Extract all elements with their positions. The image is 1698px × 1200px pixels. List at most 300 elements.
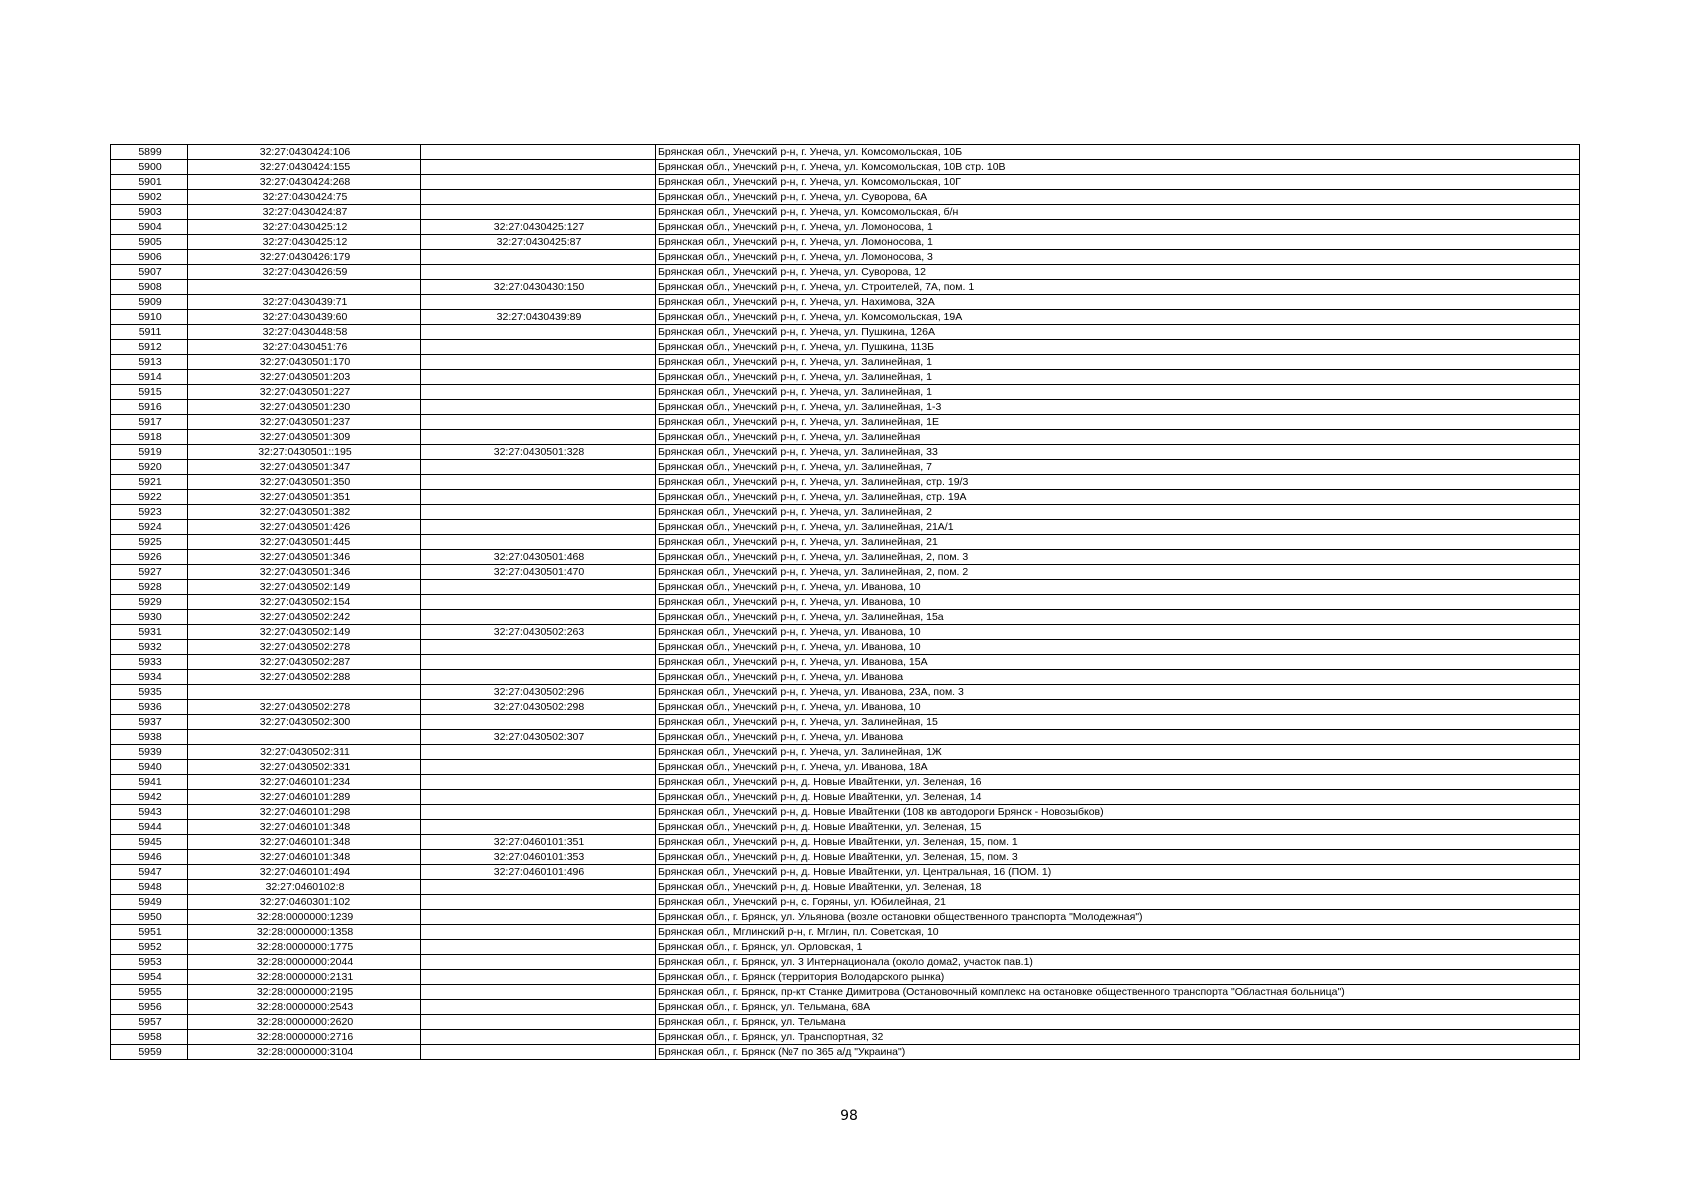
table-row: [111, 145, 1580, 160]
address-cell: Брянская обл., Унечский р-н, с. Горяны, ул. Юбилейная, 21: [656, 895, 1580, 910]
related-cadastral-number-cell: [421, 490, 656, 505]
table-row: [111, 475, 1580, 490]
address-cell: Брянская обл., г. Брянск, ул. Транспортная, 32: [656, 1030, 1580, 1045]
cadastral-number-cell: 32:27:0430424:87: [188, 205, 421, 220]
cadastral-number-cell: 32:27:0430502:242: [188, 610, 421, 625]
table-row: [111, 355, 1580, 370]
cadastral-number-cell: 32:27:0430425:12: [188, 220, 421, 235]
row-number-cell: 5928: [111, 580, 188, 595]
row-number-cell: 5916: [111, 400, 188, 415]
row-number-cell: 5925: [111, 535, 188, 550]
cadastral-number-cell: 32:27:0430501::195: [188, 445, 421, 460]
related-cadastral-number-cell: [421, 1030, 656, 1045]
row-number-cell: 5923: [111, 505, 188, 520]
table-row: [111, 385, 1580, 400]
cadastral-number-cell: [188, 280, 421, 295]
cadastral-number-cell: 32:27:0430502:300: [188, 715, 421, 730]
address-cell: Брянская обл., Унечский р-н, г. Унеча, ул. Залинейная, 21А/1: [656, 520, 1580, 535]
row-number-cell: 5957: [111, 1015, 188, 1030]
address-cell: Брянская обл., Унечский р-н, г. Унеча, ул. Комсомольская, 10В стр. 10В: [656, 160, 1580, 175]
row-number-cell: 5913: [111, 355, 188, 370]
cadastral-number-cell: 32:27:0430501:203: [188, 370, 421, 385]
row-number-cell: 5926: [111, 550, 188, 565]
related-cadastral-number-cell: 32:27:0430502:307: [421, 730, 656, 745]
cadastral-number-cell: 32:28:0000000:2716: [188, 1030, 421, 1045]
cadastral-number-cell: [188, 685, 421, 700]
address-cell: Брянская обл., Унечский р-н, г. Унеча, ул. Залинейная, 2: [656, 505, 1580, 520]
row-number-cell: 5952: [111, 940, 188, 955]
address-cell: Брянская обл., Унечский р-н, д. Новые Ивайтенки, ул. Зеленая, 15, пом. 3: [656, 850, 1580, 865]
table-row: [111, 745, 1580, 760]
table-row: [111, 310, 1580, 325]
address-cell: Брянская обл., г. Брянск, пр-кт Станке Димитрова (Остановочный комплекс на остановке общественного транспорта "Областная больница"): [656, 985, 1580, 1000]
address-cell: Брянская обл., Унечский р-н, г. Унеча, ул. Суворова, 6А: [656, 190, 1580, 205]
table-row: [111, 700, 1580, 715]
cadastral-number-cell: 32:27:0430501:170: [188, 355, 421, 370]
address-cell: Брянская обл., Унечский р-н, г. Унеча, ул. Комсомольская, 10Г: [656, 175, 1580, 190]
related-cadastral-number-cell: [421, 520, 656, 535]
table-row: [111, 370, 1580, 385]
table-row: [111, 655, 1580, 670]
address-cell: Брянская обл., Унечский р-н, д. Новые Ивайтенки, ул. Зеленая, 15, пом. 1: [656, 835, 1580, 850]
row-number-cell: 5905: [111, 235, 188, 250]
table-row: [111, 175, 1580, 190]
related-cadastral-number-cell: [421, 970, 656, 985]
related-cadastral-number-cell: 32:27:0430501:468: [421, 550, 656, 565]
table-row: [111, 565, 1580, 580]
related-cadastral-number-cell: 32:27:0460101:353: [421, 850, 656, 865]
address-cell: Брянская обл., г. Брянск, ул. 3 Интернационала (около дома2, участок пав.1): [656, 955, 1580, 970]
related-cadastral-number-cell: [421, 295, 656, 310]
related-cadastral-number-cell: [421, 595, 656, 610]
related-cadastral-number-cell: 32:27:0430425:87: [421, 235, 656, 250]
cadastral-number-cell: 32:27:0430501:227: [188, 385, 421, 400]
table-row: [111, 205, 1580, 220]
table-row: [111, 505, 1580, 520]
table-row: [111, 1030, 1580, 1045]
table-row: [111, 250, 1580, 265]
cadastral-number-cell: 32:27:0430501:237: [188, 415, 421, 430]
table-row: [111, 910, 1580, 925]
related-cadastral-number-cell: [421, 820, 656, 835]
table-row: [111, 715, 1580, 730]
table-row: [111, 790, 1580, 805]
related-cadastral-number-cell: [421, 940, 656, 955]
address-cell: Брянская обл., Унечский р-н, г. Унеча, ул. Иванова, 10: [656, 640, 1580, 655]
table-row: [111, 760, 1580, 775]
table-row: [111, 580, 1580, 595]
related-cadastral-number-cell: [421, 655, 656, 670]
address-cell: Брянская обл., г. Брянск, ул. Орловская, 1: [656, 940, 1580, 955]
row-number-cell: 5943: [111, 805, 188, 820]
table-row: [111, 520, 1580, 535]
address-cell: Брянская обл., Унечский р-н, г. Унеча, ул. Залинейная, 1: [656, 355, 1580, 370]
related-cadastral-number-cell: [421, 715, 656, 730]
table-row: [111, 730, 1580, 745]
related-cadastral-number-cell: [421, 535, 656, 550]
address-cell: Брянская обл., Унечский р-н, г. Унеча, ул. Комсомольская, 10Б: [656, 145, 1580, 160]
related-cadastral-number-cell: [421, 340, 656, 355]
cadastral-number-cell: 32:27:0430426:179: [188, 250, 421, 265]
cadastral-number-cell: 32:28:0000000:2543: [188, 1000, 421, 1015]
related-cadastral-number-cell: [421, 190, 656, 205]
cadastral-number-cell: 32:27:0430501:309: [188, 430, 421, 445]
row-number-cell: 5947: [111, 865, 188, 880]
cadastral-number-cell: 32:27:0430501:347: [188, 460, 421, 475]
related-cadastral-number-cell: [421, 580, 656, 595]
related-cadastral-number-cell: [421, 505, 656, 520]
cadastral-number-cell: 32:27:0430424:268: [188, 175, 421, 190]
row-number-cell: 5912: [111, 340, 188, 355]
row-number-cell: 5945: [111, 835, 188, 850]
address-cell: Брянская обл., Унечский р-н, г. Унеча, ул. Иванова, 10: [656, 595, 1580, 610]
address-cell: Брянская обл., Унечский р-н, г. Унеча, ул. Залинейная, 2, пом. 3: [656, 550, 1580, 565]
table-row: [111, 295, 1580, 310]
cadastral-number-cell: 32:27:0430501:350: [188, 475, 421, 490]
row-number-cell: 5902: [111, 190, 188, 205]
address-cell: Брянская обл., Унечский р-н, д. Новые Ивайтенки, ул. Зеленая, 16: [656, 775, 1580, 790]
row-number-cell: 5935: [111, 685, 188, 700]
related-cadastral-number-cell: [421, 925, 656, 940]
table-row: [111, 775, 1580, 790]
cadastral-number-cell: 32:27:0460101:348: [188, 850, 421, 865]
row-number-cell: 5933: [111, 655, 188, 670]
related-cadastral-number-cell: 32:27:0430439:89: [421, 310, 656, 325]
table-row: [111, 805, 1580, 820]
related-cadastral-number-cell: [421, 670, 656, 685]
address-cell: Брянская обл., Унечский р-н, г. Унеча, ул. Иванова, 10: [656, 625, 1580, 640]
cadastral-number-cell: 32:27:0430502:278: [188, 700, 421, 715]
table-row: [111, 640, 1580, 655]
related-cadastral-number-cell: [421, 355, 656, 370]
related-cadastral-number-cell: 32:27:0430501:328: [421, 445, 656, 460]
related-cadastral-number-cell: 32:27:0430430:150: [421, 280, 656, 295]
table-row: [111, 970, 1580, 985]
table-row: [111, 445, 1580, 460]
table-row: [111, 610, 1580, 625]
cadastral-number-cell: 32:27:0430501:445: [188, 535, 421, 550]
table-row: [111, 1000, 1580, 1015]
row-number-cell: 5939: [111, 745, 188, 760]
address-cell: Брянская обл., Унечский р-н, г. Унеча, ул. Залинейная, 15а: [656, 610, 1580, 625]
table-row: [111, 325, 1580, 340]
row-number-cell: 5921: [111, 475, 188, 490]
row-number-cell: 5955: [111, 985, 188, 1000]
address-cell: Брянская обл., Унечский р-н, г. Унеча, ул. Ломоносова, 1: [656, 235, 1580, 250]
table-row: [111, 925, 1580, 940]
row-number-cell: 5954: [111, 970, 188, 985]
address-cell: Брянская обл., г. Брянск (№7 по 365 а/д "Украина"): [656, 1045, 1580, 1060]
related-cadastral-number-cell: [421, 385, 656, 400]
row-number-cell: 5917: [111, 415, 188, 430]
related-cadastral-number-cell: [421, 475, 656, 490]
cadastral-number-cell: 32:27:0430502:154: [188, 595, 421, 610]
address-cell: Брянская обл., г. Брянск, ул. Тельмана: [656, 1015, 1580, 1030]
table-row: [111, 415, 1580, 430]
registry-table: [110, 144, 1580, 1060]
cadastral-number-cell: 32:27:0430439:60: [188, 310, 421, 325]
cadastral-number-cell: 32:27:0460101:348: [188, 820, 421, 835]
address-cell: Брянская обл., Унечский р-н, г. Унеча, ул. Иванова, 15А: [656, 655, 1580, 670]
address-cell: Брянская обл., Унечский р-н, г. Унеча, ул. Суворова, 12: [656, 265, 1580, 280]
cadastral-number-cell: 32:27:0430501:230: [188, 400, 421, 415]
cadastral-number-cell: 32:27:0430502:278: [188, 640, 421, 655]
cadastral-number-cell: 32:27:0430502:287: [188, 655, 421, 670]
address-cell: Брянская обл., Унечский р-н, д. Новые Ивайтенки, ул. Зеленая, 14: [656, 790, 1580, 805]
address-cell: Брянская обл., Унечский р-н, г. Унеча, ул. Иванова: [656, 730, 1580, 745]
address-cell: Брянская обл., Унечский р-н, г. Унеча, ул. Залинейная, 1Е: [656, 415, 1580, 430]
cadastral-number-cell: 32:27:0430501:426: [188, 520, 421, 535]
table-row: [111, 490, 1580, 505]
address-cell: Брянская обл., Унечский р-н, г. Унеча, ул. Залинейная, 7: [656, 460, 1580, 475]
address-cell: Брянская обл., Унечский р-н, г. Унеча, ул. Залинейная, 1: [656, 370, 1580, 385]
row-number-cell: 5936: [111, 700, 188, 715]
row-number-cell: 5904: [111, 220, 188, 235]
row-number-cell: 5951: [111, 925, 188, 940]
cadastral-number-cell: [188, 730, 421, 745]
row-number-cell: 5899: [111, 145, 188, 160]
cadastral-number-cell: 32:27:0430424:155: [188, 160, 421, 175]
registry-table-body: [111, 145, 1580, 1060]
related-cadastral-number-cell: 32:27:0430502:263: [421, 625, 656, 640]
address-cell: Брянская обл., Унечский р-н, г. Унеча, ул. Залинейная, 33: [656, 445, 1580, 460]
related-cadastral-number-cell: [421, 325, 656, 340]
cadastral-number-cell: 32:27:0430501:382: [188, 505, 421, 520]
related-cadastral-number-cell: [421, 175, 656, 190]
related-cadastral-number-cell: [421, 955, 656, 970]
related-cadastral-number-cell: [421, 910, 656, 925]
row-number-cell: 5900: [111, 160, 188, 175]
related-cadastral-number-cell: 32:27:0430502:298: [421, 700, 656, 715]
address-cell: Брянская обл., Унечский р-н, г. Унеча, ул. Залинейная, 1-3: [656, 400, 1580, 415]
cadastral-number-cell: 32:28:0000000:2044: [188, 955, 421, 970]
row-number-cell: 5915: [111, 385, 188, 400]
address-cell: Брянская обл., Унечский р-н, г. Унеча, ул. Нахимова, 32А: [656, 295, 1580, 310]
table-row: [111, 460, 1580, 475]
row-number-cell: 5906: [111, 250, 188, 265]
row-number-cell: 5907: [111, 265, 188, 280]
table-row: [111, 265, 1580, 280]
address-cell: Брянская обл., Унечский р-н, г. Унеча, ул. Пушкина, 126А: [656, 325, 1580, 340]
cadastral-number-cell: 32:27:0430501:351: [188, 490, 421, 505]
table-row: [111, 670, 1580, 685]
cadastral-number-cell: 32:28:0000000:2131: [188, 970, 421, 985]
row-number-cell: 5950: [111, 910, 188, 925]
address-cell: Брянская обл., Мглинский р-н, г. Мглин, пл. Советская, 10: [656, 925, 1580, 940]
row-number-cell: 5941: [111, 775, 188, 790]
related-cadastral-number-cell: [421, 250, 656, 265]
table-row: [111, 430, 1580, 445]
table-row: [111, 220, 1580, 235]
address-cell: Брянская обл., Унечский р-н, д. Новые Ивайтенки, ул. Зеленая, 15: [656, 820, 1580, 835]
table-row: [111, 625, 1580, 640]
table-row: [111, 550, 1580, 565]
row-number-cell: 5948: [111, 880, 188, 895]
related-cadastral-number-cell: [421, 205, 656, 220]
row-number-cell: 5931: [111, 625, 188, 640]
cadastral-number-cell: 32:27:0460101:298: [188, 805, 421, 820]
address-cell: Брянская обл., Унечский р-н, г. Унеча, ул. Ломоносова, 3: [656, 250, 1580, 265]
related-cadastral-number-cell: [421, 1015, 656, 1030]
cadastral-number-cell: 32:27:0430451:76: [188, 340, 421, 355]
related-cadastral-number-cell: [421, 745, 656, 760]
table-row: [111, 535, 1580, 550]
address-cell: Брянская обл., г. Брянск, ул. Тельмана, 68А: [656, 1000, 1580, 1015]
related-cadastral-number-cell: [421, 640, 656, 655]
cadastral-number-cell: 32:28:0000000:2195: [188, 985, 421, 1000]
table-row: [111, 160, 1580, 175]
address-cell: Брянская обл., Унечский р-н, г. Унеча, ул. Комсомольская, б/н: [656, 205, 1580, 220]
related-cadastral-number-cell: [421, 1000, 656, 1015]
address-cell: Брянская обл., Унечский р-н, г. Унеча, ул. Комсомольская, 19А: [656, 310, 1580, 325]
table-row: [111, 235, 1580, 250]
cadastral-number-cell: 32:27:0430502:288: [188, 670, 421, 685]
table-row: [111, 895, 1580, 910]
cadastral-number-cell: 32:28:0000000:1239: [188, 910, 421, 925]
row-number-cell: 5909: [111, 295, 188, 310]
row-number-cell: 5920: [111, 460, 188, 475]
related-cadastral-number-cell: 32:27:0430502:296: [421, 685, 656, 700]
related-cadastral-number-cell: 32:27:0460101:496: [421, 865, 656, 880]
row-number-cell: 5946: [111, 850, 188, 865]
table-row: [111, 865, 1580, 880]
related-cadastral-number-cell: [421, 805, 656, 820]
address-cell: Брянская обл., Унечский р-н, д. Новые Ивайтенки (108 кв автодороги Брянск - Новозыбков): [656, 805, 1580, 820]
cadastral-number-cell: 32:27:0430502:149: [188, 625, 421, 640]
cadastral-number-cell: 32:27:0430424:106: [188, 145, 421, 160]
related-cadastral-number-cell: [421, 985, 656, 1000]
row-number-cell: 5930: [111, 610, 188, 625]
row-number-cell: 5922: [111, 490, 188, 505]
cadastral-number-cell: 32:27:0430501:346: [188, 550, 421, 565]
row-number-cell: 5924: [111, 520, 188, 535]
table-row: [111, 190, 1580, 205]
row-number-cell: 5937: [111, 715, 188, 730]
row-number-cell: 5910: [111, 310, 188, 325]
related-cadastral-number-cell: [421, 775, 656, 790]
row-number-cell: 5953: [111, 955, 188, 970]
cadastral-number-cell: 32:28:0000000:3104: [188, 1045, 421, 1060]
table-row: [111, 400, 1580, 415]
row-number-cell: 5956: [111, 1000, 188, 1015]
related-cadastral-number-cell: 32:27:0460101:351: [421, 835, 656, 850]
related-cadastral-number-cell: [421, 610, 656, 625]
table-row: [111, 820, 1580, 835]
row-number-cell: 5959: [111, 1045, 188, 1060]
registry-sheet: [110, 144, 1580, 1060]
related-cadastral-number-cell: [421, 760, 656, 775]
table-row: [111, 340, 1580, 355]
cadastral-number-cell: 32:28:0000000:1358: [188, 925, 421, 940]
row-number-cell: 5929: [111, 595, 188, 610]
table-row: [111, 985, 1580, 1000]
related-cadastral-number-cell: [421, 160, 656, 175]
table-row: [111, 880, 1580, 895]
related-cadastral-number-cell: [421, 430, 656, 445]
row-number-cell: 5934: [111, 670, 188, 685]
row-number-cell: 5914: [111, 370, 188, 385]
row-number-cell: 5932: [111, 640, 188, 655]
related-cadastral-number-cell: [421, 400, 656, 415]
cadastral-number-cell: 32:27:0460101:234: [188, 775, 421, 790]
table-row: [111, 595, 1580, 610]
address-cell: Брянская обл., Унечский р-н, г. Унеча, ул. Залинейная, 1: [656, 385, 1580, 400]
table-row: [111, 280, 1580, 295]
cadastral-number-cell: 32:27:0430425:12: [188, 235, 421, 250]
row-number-cell: 5908: [111, 280, 188, 295]
cadastral-number-cell: 32:27:0430501:346: [188, 565, 421, 580]
related-cadastral-number-cell: [421, 880, 656, 895]
cadastral-number-cell: 32:27:0460101:289: [188, 790, 421, 805]
address-cell: Брянская обл., Унечский р-н, г. Унеча, ул. Строителей, 7А, пом. 1: [656, 280, 1580, 295]
cadastral-number-cell: 32:27:0430502:311: [188, 745, 421, 760]
related-cadastral-number-cell: [421, 415, 656, 430]
related-cadastral-number-cell: [421, 460, 656, 475]
cadastral-number-cell: 32:28:0000000:1775: [188, 940, 421, 955]
address-cell: Брянская обл., Унечский р-н, г. Унеча, ул. Залинейная: [656, 430, 1580, 445]
row-number-cell: 5938: [111, 730, 188, 745]
row-number-cell: 5940: [111, 760, 188, 775]
row-number-cell: 5944: [111, 820, 188, 835]
address-cell: Брянская обл., Унечский р-н, г. Унеча, ул. Залинейная, 1Ж: [656, 745, 1580, 760]
row-number-cell: 5918: [111, 430, 188, 445]
related-cadastral-number-cell: [421, 1045, 656, 1060]
related-cadastral-number-cell: [421, 370, 656, 385]
cadastral-number-cell: 32:27:0430439:71: [188, 295, 421, 310]
cadastral-number-cell: 32:27:0460301:102: [188, 895, 421, 910]
table-row: [111, 940, 1580, 955]
cadastral-number-cell: 32:27:0430426:59: [188, 265, 421, 280]
related-cadastral-number-cell: 32:27:0430425:127: [421, 220, 656, 235]
row-number-cell: 5919: [111, 445, 188, 460]
row-number-cell: 5949: [111, 895, 188, 910]
address-cell: Брянская обл., Унечский р-н, г. Унеча, ул. Залинейная, 21: [656, 535, 1580, 550]
address-cell: Брянская обл., Унечский р-н, г. Унеча, ул. Пушкина, 113Б: [656, 340, 1580, 355]
cadastral-number-cell: 32:27:0460102:8: [188, 880, 421, 895]
row-number-cell: 5942: [111, 790, 188, 805]
address-cell: Брянская обл., Унечский р-н, г. Унеча, ул. Иванова, 10: [656, 700, 1580, 715]
row-number-cell: 5911: [111, 325, 188, 340]
cadastral-number-cell: 32:27:0430448:58: [188, 325, 421, 340]
cadastral-number-cell: 32:28:0000000:2620: [188, 1015, 421, 1030]
address-cell: Брянская обл., Унечский р-н, г. Унеча, ул. Залинейная, 15: [656, 715, 1580, 730]
address-cell: Брянская обл., Унечский р-н, д. Новые Ивайтенки, ул. Зеленая, 18: [656, 880, 1580, 895]
table-row: [111, 1045, 1580, 1060]
address-cell: Брянская обл., г. Брянск (территория Володарского рынка): [656, 970, 1580, 985]
cadastral-number-cell: 32:27:0460101:348: [188, 835, 421, 850]
cadastral-number-cell: 32:27:0460101:494: [188, 865, 421, 880]
related-cadastral-number-cell: 32:27:0430501:470: [421, 565, 656, 580]
cadastral-number-cell: 32:27:0430502:331: [188, 760, 421, 775]
row-number-cell: 5901: [111, 175, 188, 190]
address-cell: Брянская обл., Унечский р-н, г. Унеча, ул. Иванова, 23А, пом. 3: [656, 685, 1580, 700]
related-cadastral-number-cell: [421, 895, 656, 910]
address-cell: Брянская обл., Унечский р-н, г. Унеча, ул. Иванова, 10: [656, 580, 1580, 595]
address-cell: Брянская обл., Унечский р-н, г. Унеча, ул. Ломоносова, 1: [656, 220, 1580, 235]
address-cell: Брянская обл., Унечский р-н, г. Унеча, ул. Иванова, 18А: [656, 760, 1580, 775]
cadastral-number-cell: 32:27:0430502:149: [188, 580, 421, 595]
address-cell: Брянская обл., Унечский р-н, г. Унеча, ул. Залинейная, стр. 19А: [656, 490, 1580, 505]
row-number-cell: 5903: [111, 205, 188, 220]
row-number-cell: 5958: [111, 1030, 188, 1045]
related-cadastral-number-cell: [421, 265, 656, 280]
address-cell: Брянская обл., Унечский р-н, г. Унеча, ул. Иванова: [656, 670, 1580, 685]
row-number-cell: 5927: [111, 565, 188, 580]
table-row: [111, 685, 1580, 700]
page-number: 98: [840, 1108, 858, 1124]
related-cadastral-number-cell: [421, 145, 656, 160]
table-row: [111, 1015, 1580, 1030]
